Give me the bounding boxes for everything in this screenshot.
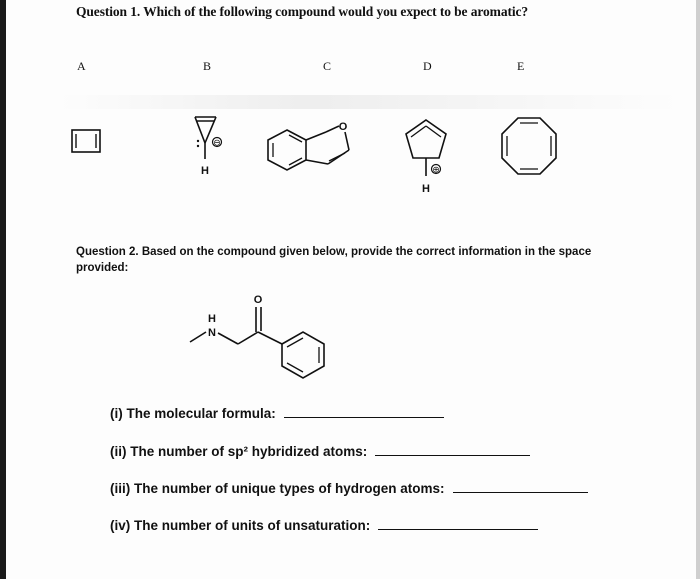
question-1-number: Question 1. (76, 4, 141, 19)
question-1-prompt: Which of the following compound would you expect to be aromatic? (143, 4, 529, 19)
structure-b-cyclopropenyl-anion (186, 111, 236, 183)
q2-item-molecular-formula (110, 406, 444, 421)
structure-d-charge: ⊕ (432, 164, 440, 175)
structure-q2-amine-h: H (208, 313, 216, 325)
structure-a-cyclobutadiene (66, 126, 106, 158)
structure-b-charge: ⊖ (213, 137, 221, 148)
question-2-prompt: Question 2. Based on the compound given below, provide the correct information in the space provided: (76, 246, 592, 274)
answer-blank-molecular-formula[interactable] (284, 416, 444, 418)
q2-item-sp2-atoms (110, 444, 530, 459)
question-1-title (76, 4, 528, 20)
choice-label-b: B (203, 59, 212, 73)
choice-label-c: C (323, 59, 332, 73)
structure-d-h: H (422, 183, 430, 195)
answer-blank-sp2-atoms[interactable] (375, 454, 530, 456)
structure-c-bicyclic-oxacycle (262, 118, 362, 182)
structure-q2-nitrogen: N (208, 327, 216, 339)
q2-item-unsaturation (110, 518, 538, 533)
page-edge-shadow-right (696, 0, 700, 579)
choice-label-e: E (517, 59, 525, 73)
scan-smudge (60, 95, 680, 109)
choice-label-a: A (77, 59, 86, 73)
structure-c-oxygen: O (338, 121, 348, 133)
structure-d-cyclopentadienyl-cation (398, 114, 458, 196)
q2-item-label: (i) The molecular formula: (110, 406, 276, 421)
structure-b-h: H (201, 165, 209, 177)
answer-blank-unsaturation[interactable] (378, 528, 538, 530)
structure-q2-oxygen: O (253, 294, 263, 306)
choice-label-d: D (423, 59, 432, 73)
q2-item-label: (iv) The number of units of unsaturation: (110, 518, 371, 533)
page-edge-shadow (0, 0, 6, 579)
answer-blank-unique-hydrogens[interactable] (453, 491, 588, 493)
q2-item-label: (iii) The number of unique types of hydrogen atoms: (110, 481, 445, 496)
q2-item-unique-hydrogens (110, 481, 588, 496)
structure-q2-amino-ketone (186, 288, 346, 378)
structure-e-cyclooctatetraene (494, 114, 564, 184)
q2-item-label: (ii) The number of sp² hybridized atoms: (110, 444, 368, 459)
